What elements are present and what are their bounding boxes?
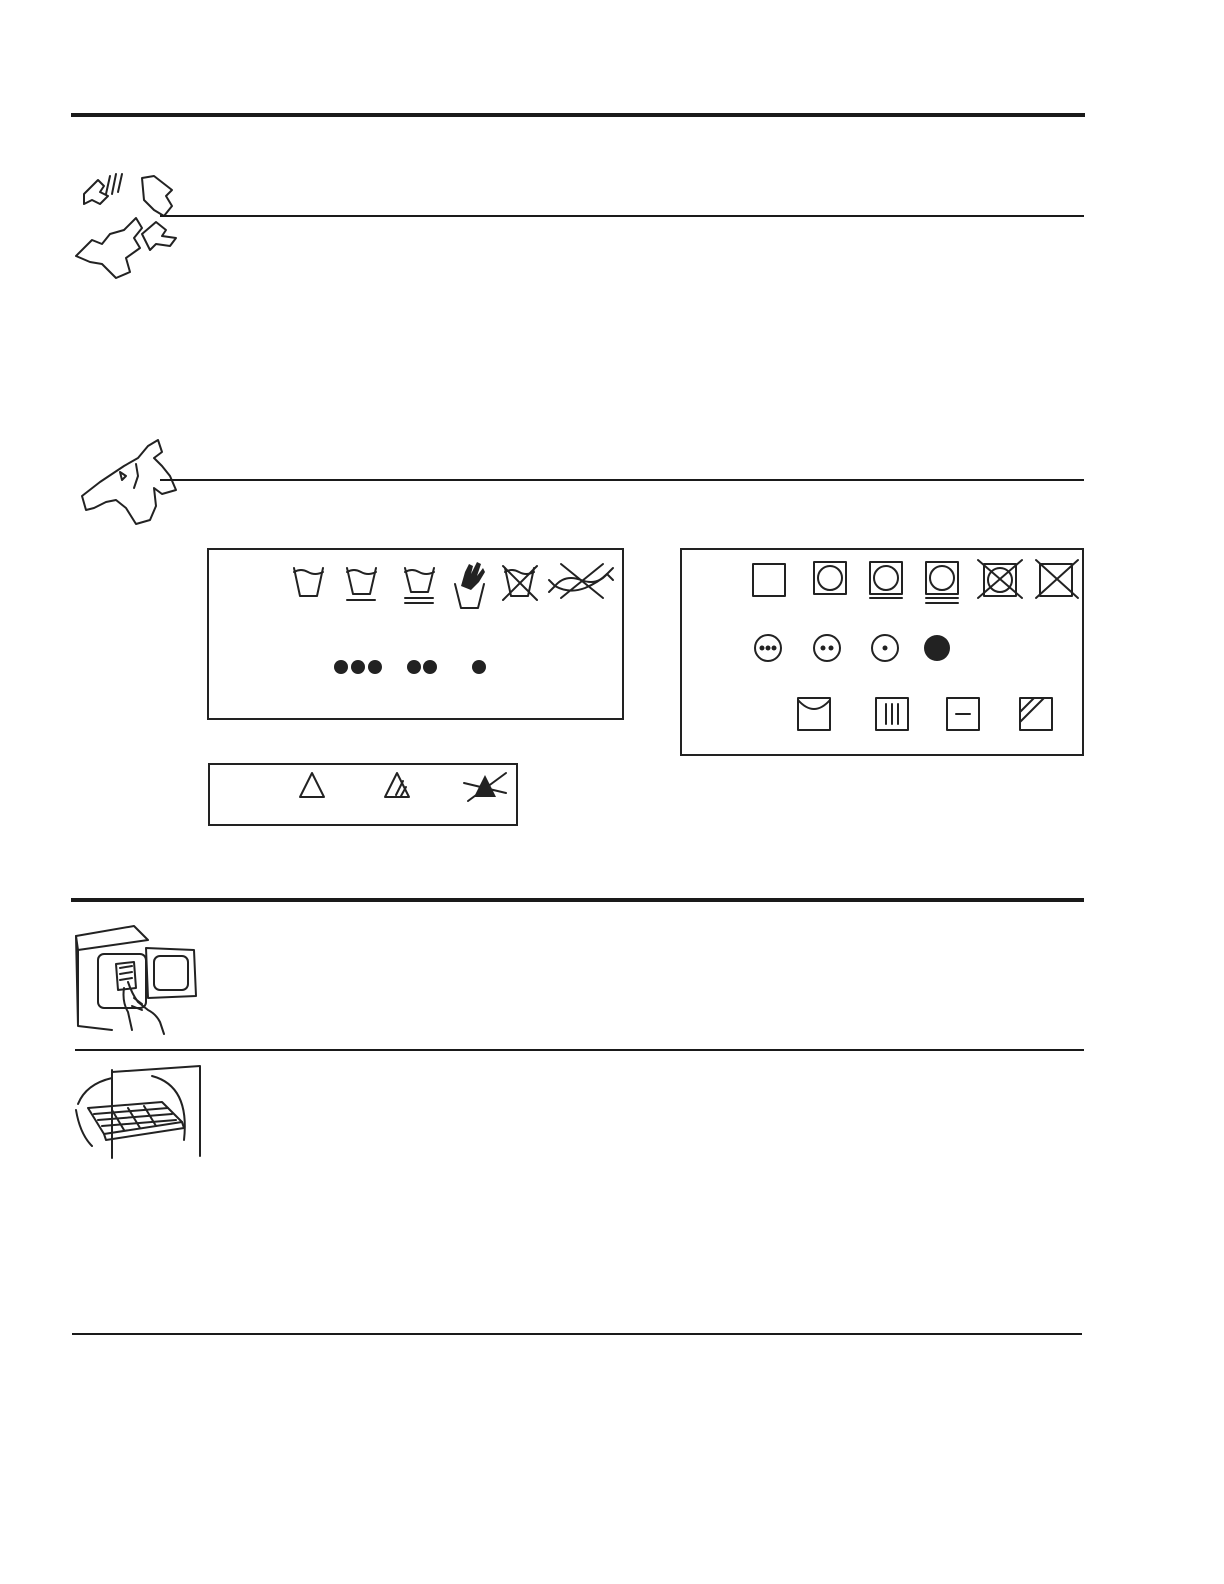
temperature-dots-hot: [334, 660, 382, 674]
hand-wash-icon: [455, 562, 485, 608]
section-rule-sorting: [160, 215, 1084, 217]
heat-low-icon: [872, 635, 898, 661]
heat-high-icon: [755, 635, 781, 661]
shirt-icon: [76, 436, 180, 534]
bleach-non-chlorine-icon: [385, 773, 409, 797]
do-not-wring-icon: [549, 564, 613, 598]
do-not-bleach-icon: [464, 773, 506, 801]
drying-rack-icon: [72, 1064, 204, 1160]
wash-tub-permanent-press-icon: [347, 568, 376, 600]
do-not-wash-icon: [503, 566, 537, 600]
line-dry-icon: [798, 698, 830, 730]
tumble-dry-permanent-press-icon: [870, 562, 902, 598]
dry-icon: [753, 564, 785, 596]
tumble-dry-gentle-icon: [926, 562, 958, 603]
section-rule-lint-filter: [71, 898, 1084, 902]
wash-tub-icon: [294, 568, 323, 596]
section-rule-drying-rack: [75, 1049, 1084, 1051]
tumbling-clothes-icon: [70, 172, 185, 282]
temperature-dots-warm: [407, 660, 437, 674]
drip-dry-icon: [876, 698, 908, 730]
do-not-dry-icon: [1036, 560, 1078, 598]
bleach-symbols-box: [208, 763, 518, 826]
temperature-dots-cold: [472, 660, 486, 674]
wash-tub-gentle-icon: [405, 568, 434, 603]
bottom-rule: [72, 1333, 1082, 1335]
heat-medium-icon: [814, 635, 840, 661]
washing-symbols-box: [207, 548, 624, 720]
do-not-tumble-dry-icon: [978, 560, 1022, 598]
drying-symbols-box: [680, 548, 1084, 756]
top-rule: [71, 113, 1085, 117]
dry-flat-icon: [947, 698, 979, 730]
section-rule-care-labels: [160, 479, 1084, 481]
dry-in-shade-icon: [1020, 698, 1052, 730]
dryer-lint-filter-icon: [72, 918, 200, 1038]
no-heat-icon: [924, 635, 950, 661]
tumble-dry-normal-icon: [814, 562, 846, 594]
bleach-any-icon: [300, 773, 324, 797]
